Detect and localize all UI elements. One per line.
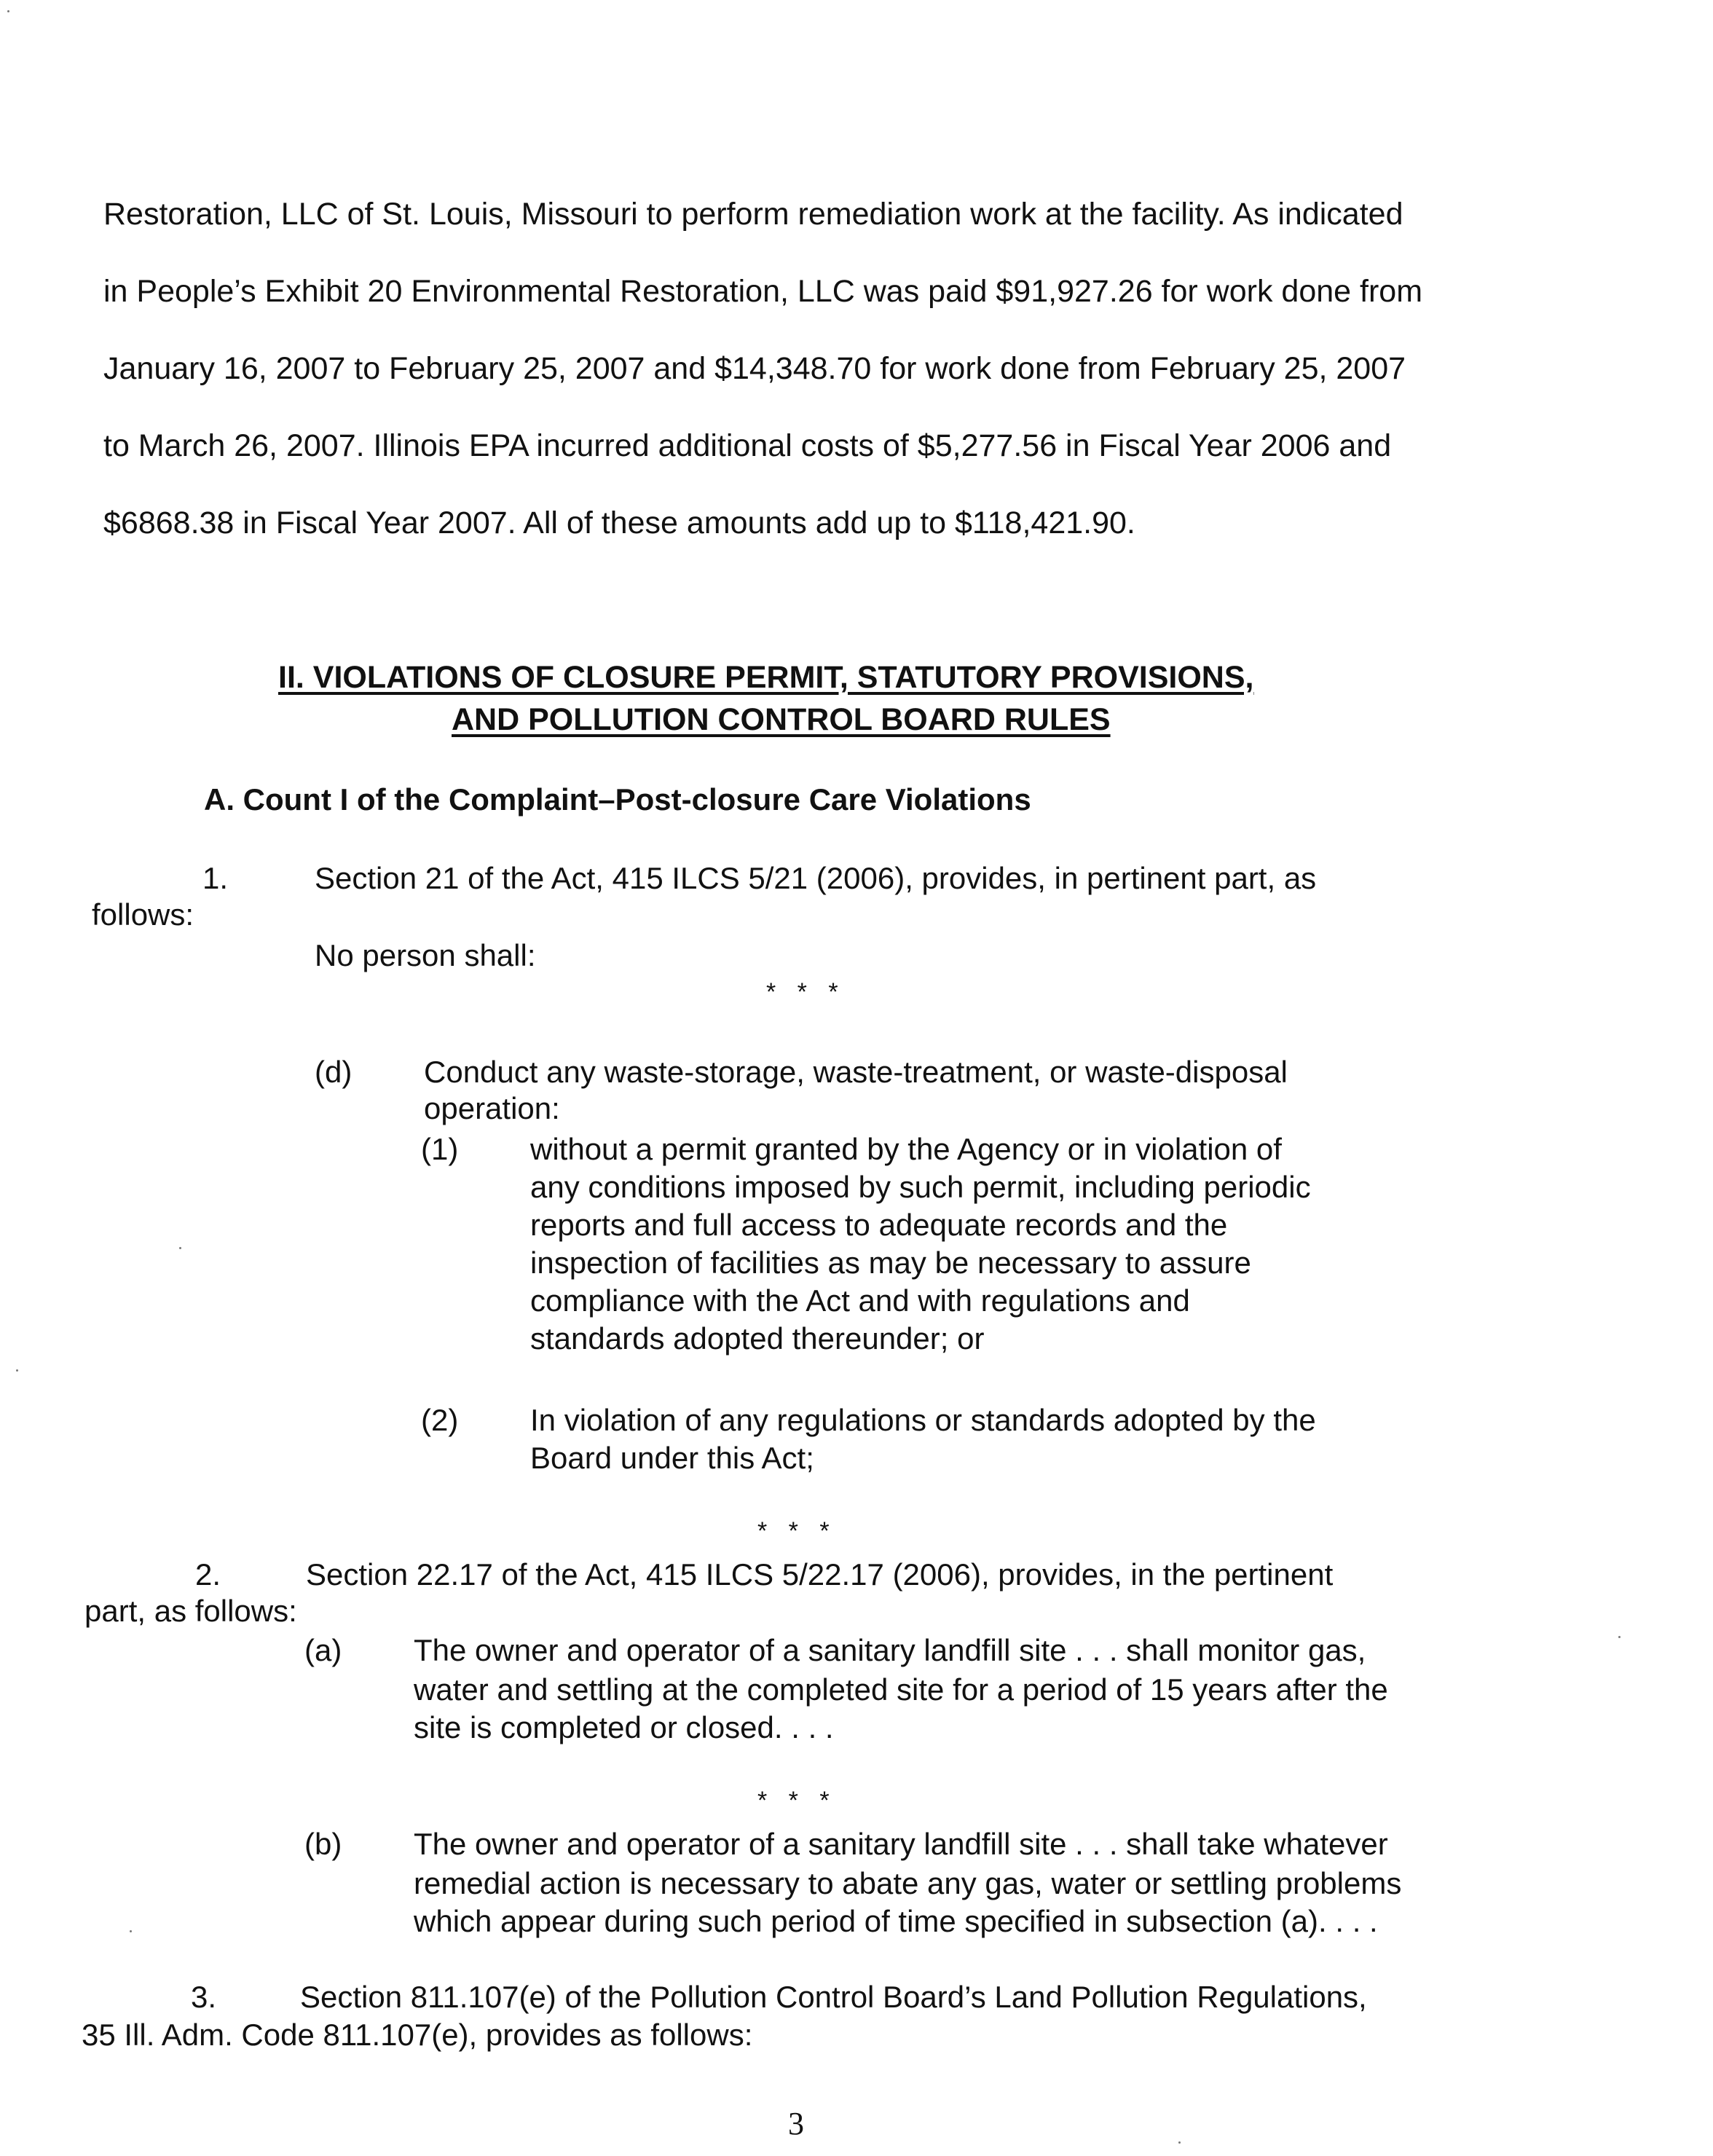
para1-item1-line-2: any conditions imposed by such permit, including periodic — [530, 1170, 1311, 1204]
section-heading-line-1: II. VIOLATIONS OF CLOSURE PERMIT, STATUTORY PROVISIONS, — [278, 660, 1254, 695]
para2-b-label: (b) — [304, 1827, 342, 1861]
para2-a-line-1: The owner and operator of a sanitary landfill site . . . shall monitor gas, — [414, 1633, 1366, 1667]
intro-line-3: January 16, 2007 to February 25, 2007 and $14,348.70 for work done from February 25, 2007 — [103, 351, 1406, 386]
para1-item2-line-2: Board under this Act; — [530, 1441, 814, 1475]
para1-item1-line-1: without a permit granted by the Agency or in violation of — [530, 1132, 1282, 1166]
para1-stars-after: * * * — [757, 1517, 837, 1545]
page-number: 3 — [788, 2106, 804, 2141]
para2-text-line-1: Section 22.17 of the Act, 415 ILCS 5/22.17 (2006), provides, in the pertinent — [306, 1557, 1334, 1592]
para1-stars: * * * — [766, 978, 846, 1006]
scan-speck — [1178, 2141, 1181, 2144]
scan-speck — [7, 10, 9, 12]
scan-speck — [130, 1930, 132, 1932]
intro-line-2: in People’s Exhibit 20 Environmental Restoration, LLC was paid $91,927.26 for work done from — [103, 274, 1423, 309]
scan-speck — [16, 1369, 18, 1372]
para3-number: 3. — [191, 1980, 217, 2014]
para2-stars: * * * — [757, 1787, 837, 1814]
para2-text-line-2: part, as follows: — [84, 1594, 297, 1628]
para1-item1-label: (1) — [421, 1132, 459, 1166]
intro-line-1: Restoration, LLC of St. Louis, Missouri to perform remediation work at the facility. As indicated — [103, 197, 1403, 232]
para1-d-line-2: operation: — [424, 1091, 560, 1125]
scan-speck — [1618, 1636, 1621, 1638]
para3-text-line-2: 35 Ill. Adm. Code 811.107(e), provides as follows: — [82, 2018, 753, 2052]
intro-line-5: $6868.38 in Fiscal Year 2007. All of these amounts add up to $118,421.90. — [103, 505, 1135, 540]
para1-text-line-1: Section 21 of the Act, 415 ILCS 5/21 (2006), provides, in pertinent part, as — [315, 861, 1317, 895]
para2-a-line-2: water and settling at the completed site for a period of 15 years after the — [414, 1672, 1388, 1707]
para2-b-line-3: which appear during such period of time specified in subsection (a). . . . — [414, 1904, 1378, 1938]
scan-speck — [179, 1247, 181, 1249]
para2-a-line-3: site is completed or closed. . . . — [414, 1710, 834, 1744]
intro-line-4: to March 26, 2007. Illinois EPA incurred additional costs of $5,277.56 in Fiscal Year 2006 and — [103, 428, 1392, 463]
para1-number: 1. — [202, 861, 229, 895]
para2-a-label: (a) — [304, 1633, 342, 1667]
para2-b-line-2: remedial action is necessary to abate any gas, water or settling problems — [414, 1866, 1402, 1900]
para1-text-line-2: follows: — [92, 897, 194, 932]
para2-number: 2. — [195, 1557, 221, 1592]
para3-text-line-1: Section 811.107(e) of the Pollution Control Board’s Land Pollution Regulations, — [300, 1980, 1367, 2014]
para1-item2-line-1: In violation of any regulations or standards adopted by the — [530, 1403, 1316, 1437]
para1-item1-line-4: inspection of facilities as may be necessary to assure — [530, 1246, 1251, 1280]
para1-d-line-1: Conduct any waste-storage, waste-treatment, or waste-disposal — [424, 1055, 1288, 1089]
section-heading-line-2: AND POLLUTION CONTROL BOARD RULES — [452, 702, 1111, 737]
para1-item2-label: (2) — [421, 1403, 459, 1437]
para1-lead: No person shall: — [315, 938, 536, 972]
para1-item1-line-3: reports and full access to adequate records and the — [530, 1208, 1228, 1242]
para1-item1-line-5: compliance with the Act and with regulations and — [530, 1283, 1190, 1318]
para1-d-label: (d) — [315, 1055, 353, 1089]
para1-item1-line-6: standards adopted thereunder; or — [530, 1321, 985, 1356]
count-subheading: A. Count I of the Complaint–Post-closure Care Violations — [204, 782, 1031, 817]
para2-b-line-1: The owner and operator of a sanitary landfill site . . . shall take whatever — [414, 1827, 1388, 1861]
